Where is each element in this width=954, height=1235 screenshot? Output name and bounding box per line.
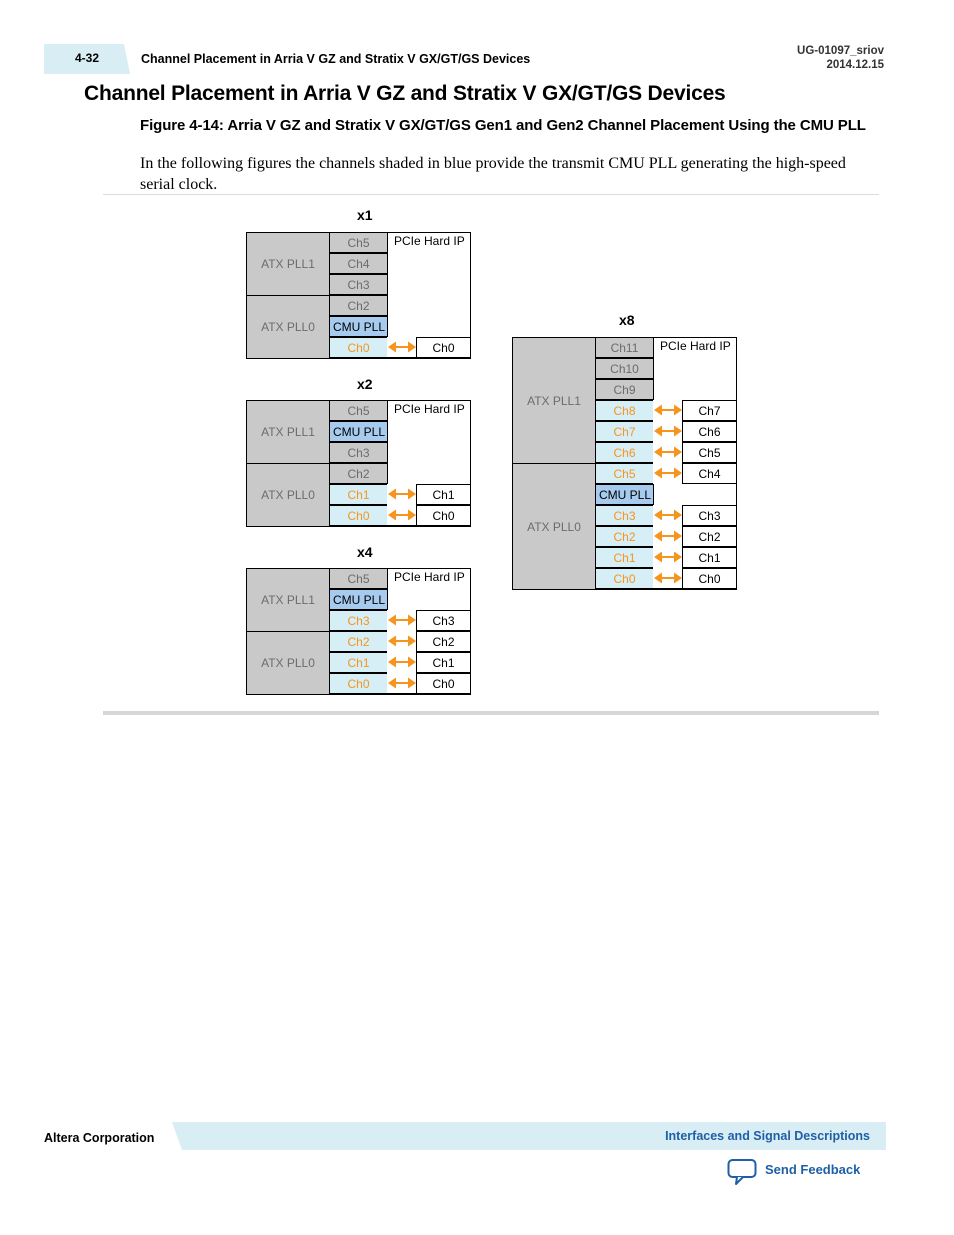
channel-cell: Ch2	[595, 526, 654, 547]
pcie-lane-cell: Ch1	[416, 652, 471, 673]
channel-cell: Ch1	[329, 484, 388, 505]
pcie-hard-ip-label: PCIe Hard IP	[394, 402, 465, 416]
channel-cell: Ch3	[595, 505, 654, 526]
atx-pll0-block: ATX PLL0	[246, 295, 330, 359]
double-arrow-icon	[388, 488, 416, 500]
channel-cell: Ch0	[329, 673, 388, 694]
company-name: Altera Corporation	[44, 1131, 155, 1145]
send-feedback-link[interactable]: Send Feedback	[765, 1162, 861, 1177]
speech-bubble-icon[interactable]	[727, 1158, 757, 1186]
figure-top-rule	[103, 194, 879, 195]
channel-cell: Ch9	[595, 379, 654, 400]
running-title: Channel Placement in Arria V GZ and Stratix V GX/GT/GS Devices	[141, 52, 531, 66]
document-id	[797, 44, 884, 72]
channel-cell: Ch3	[329, 610, 388, 631]
channel-cell: Ch10	[595, 358, 654, 379]
channel-cell: Ch5	[329, 400, 388, 421]
section-title: Channel Placement in Arria V GZ and Stratix V GX/GT/GS Devices	[84, 82, 726, 105]
diagram-label-x1: x1	[357, 207, 373, 223]
pcie-lane-cell: Ch4	[682, 463, 737, 484]
channel-cell: Ch7	[595, 421, 654, 442]
double-arrow-icon	[654, 425, 682, 437]
diagram-label-x8: x8	[619, 312, 635, 328]
channel-cell: Ch8	[595, 400, 654, 421]
channel-cell: Ch1	[329, 652, 388, 673]
cmu-pll-channel: CMU PLL	[329, 589, 388, 610]
double-arrow-icon	[654, 404, 682, 416]
double-arrow-icon	[388, 635, 416, 647]
channel-cell: Ch1	[595, 547, 654, 568]
channel-cell: Ch2	[329, 631, 388, 652]
doc-id-text: UG-01097_sriov	[797, 45, 884, 57]
channel-cell: Ch3	[329, 274, 388, 295]
pcie-lane-cell: Ch0	[416, 337, 471, 358]
intro-paragraph: In the following figures the channels shaded in blue provide the transmit CMU PLL generating the high-speed serial clock.	[140, 155, 846, 193]
double-arrow-icon	[654, 530, 682, 542]
diagram-label-x2: x2	[357, 376, 373, 392]
channel-cell: Ch5	[595, 463, 654, 484]
figure-caption: Figure 4-14: Arria V GZ and Stratix V GX/GT/GS Gen1 and Gen2 Channel Placement Using the CMU PLL	[140, 117, 866, 134]
doc-date-text: 2014.12.15	[826, 59, 884, 71]
pcie-lane-cell: Ch3	[682, 505, 737, 526]
pcie-hard-ip-label: PCIe Hard IP	[660, 339, 731, 353]
channel-cell: Ch4	[329, 253, 388, 274]
channel-cell: Ch11	[595, 337, 654, 358]
atx-pll1-block: ATX PLL1	[246, 232, 330, 296]
pcie-lane-cell: Ch3	[416, 610, 471, 631]
figure-bottom-rule	[103, 711, 879, 715]
atx-pll0-block: ATX PLL0	[246, 631, 330, 695]
pcie-lane-cell: Ch2	[416, 631, 471, 652]
channel-cell: Ch5	[329, 568, 388, 589]
channel-cell: Ch0	[595, 568, 654, 589]
pcie-lane-cell: Ch0	[682, 568, 737, 589]
cmu-pll-channel: CMU PLL	[329, 421, 388, 442]
atx-pll0-block: ATX PLL0	[246, 463, 330, 527]
double-arrow-icon	[388, 614, 416, 626]
double-arrow-icon	[388, 656, 416, 668]
channel-cell: Ch2	[329, 295, 388, 316]
atx-pll1-block: ATX PLL1	[512, 337, 596, 464]
double-arrow-icon	[388, 341, 416, 353]
diagram-label-x4: x4	[357, 544, 373, 560]
pcie-lane-cell: Ch0	[416, 673, 471, 694]
pcie-hard-ip-label: PCIe Hard IP	[394, 570, 465, 584]
atx-pll1-block: ATX PLL1	[246, 400, 330, 464]
pcie-lane-cell: Ch5	[682, 442, 737, 463]
cmu-pll-channel: CMU PLL	[329, 316, 388, 337]
atx-pll1-block: ATX PLL1	[246, 568, 330, 632]
cmu-pll-channel: CMU PLL	[595, 484, 654, 505]
atx-pll0-block: ATX PLL0	[512, 463, 596, 590]
channel-cell: Ch3	[329, 442, 388, 463]
double-arrow-icon	[654, 446, 682, 458]
double-arrow-icon	[388, 677, 416, 689]
pcie-lane-cell: Ch6	[682, 421, 737, 442]
double-arrow-icon	[654, 551, 682, 563]
pcie-hard-ip-label: PCIe Hard IP	[394, 234, 465, 248]
pcie-lane-cell: Ch1	[682, 547, 737, 568]
pcie-lane-cell: Ch2	[682, 526, 737, 547]
channel-cell: Ch0	[329, 337, 388, 358]
pcie-lane-cell: Ch0	[416, 505, 471, 526]
channel-cell: Ch0	[329, 505, 388, 526]
pcie-lane-cell: Ch7	[682, 400, 737, 421]
channel-cell: Ch5	[329, 232, 388, 253]
double-arrow-icon	[388, 509, 416, 521]
double-arrow-icon	[654, 467, 682, 479]
chapter-link[interactable]: Interfaces and Signal Descriptions	[665, 1129, 870, 1143]
channel-cell: Ch2	[329, 463, 388, 484]
double-arrow-icon	[654, 572, 682, 584]
channel-cell: Ch6	[595, 442, 654, 463]
double-arrow-icon	[654, 509, 682, 521]
pcie-lane-cell: Ch1	[416, 484, 471, 505]
page-number: 4-32	[75, 51, 100, 65]
